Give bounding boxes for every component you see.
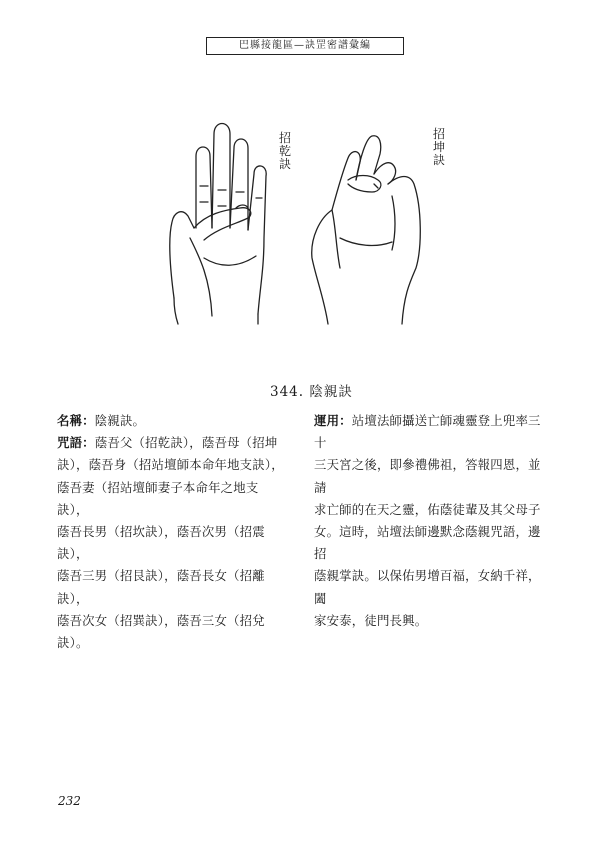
mantra-text-line: 蔭吾父（招乾訣），蔭吾母（招坤 bbox=[94, 435, 278, 451]
usage-text-line: 求亡師的在天之靈，佑蔭徒輩及其父母子 bbox=[314, 501, 541, 517]
left-hand-drawing bbox=[170, 124, 266, 325]
mantra-text-line: 訣），蔭吾身（招站壇師本命年地支訣）， bbox=[57, 457, 284, 473]
usage-line bbox=[314, 410, 546, 454]
mantra-text-line: 蔭吾次女（招巽訣），蔭吾三女（招兌訣）。 bbox=[57, 612, 265, 651]
name-value: 陰親訣。 bbox=[94, 413, 146, 428]
name-line bbox=[57, 410, 285, 432]
right-hand-drawing bbox=[312, 136, 421, 324]
usage-text-line: 女。這時，站壇法師邊默念蔭親咒語，邊招 bbox=[314, 524, 541, 562]
hand-gesture-illustration bbox=[160, 118, 460, 330]
mantra-line bbox=[57, 432, 285, 454]
usage-label: 運用： bbox=[314, 413, 352, 428]
name-label: 名稱： bbox=[57, 413, 95, 428]
mantra-label: 咒語： bbox=[57, 435, 95, 451]
left-text-column bbox=[57, 410, 285, 654]
right-text-column bbox=[314, 410, 546, 632]
figure-caption: 344. 陰親訣 bbox=[270, 384, 353, 400]
usage-text-line: 三天宮之後，即參禮佛祖，答報四恩，並請 bbox=[314, 457, 541, 495]
running-header: 巴縣接龍區—訣罡密譜彙編 bbox=[206, 37, 404, 55]
usage-text-line: 蔭親掌訣。以保佑男增百福，女納千祥，闔 bbox=[314, 568, 541, 606]
left-figure-label: 招乾訣 bbox=[278, 131, 291, 171]
mantra-text-line: 蔭吾三男（招艮訣），蔭吾長女（招離訣）， bbox=[57, 568, 265, 606]
mantra-text-line: 蔭吾長男（招坎訣），蔭吾次男（招震訣）， bbox=[57, 524, 265, 562]
mantra-text-line: 蔭吾妻（招站壇師妻子本命年之地支訣）， bbox=[57, 479, 259, 517]
page-number: 232 bbox=[58, 794, 81, 808]
usage-text-line: 站壇法師攝送亡師魂靈登上兜率三十 bbox=[314, 413, 541, 451]
right-figure-label: 招坤訣 bbox=[432, 127, 445, 167]
usage-text-line: 家安泰，徒門長興。 bbox=[314, 612, 428, 628]
